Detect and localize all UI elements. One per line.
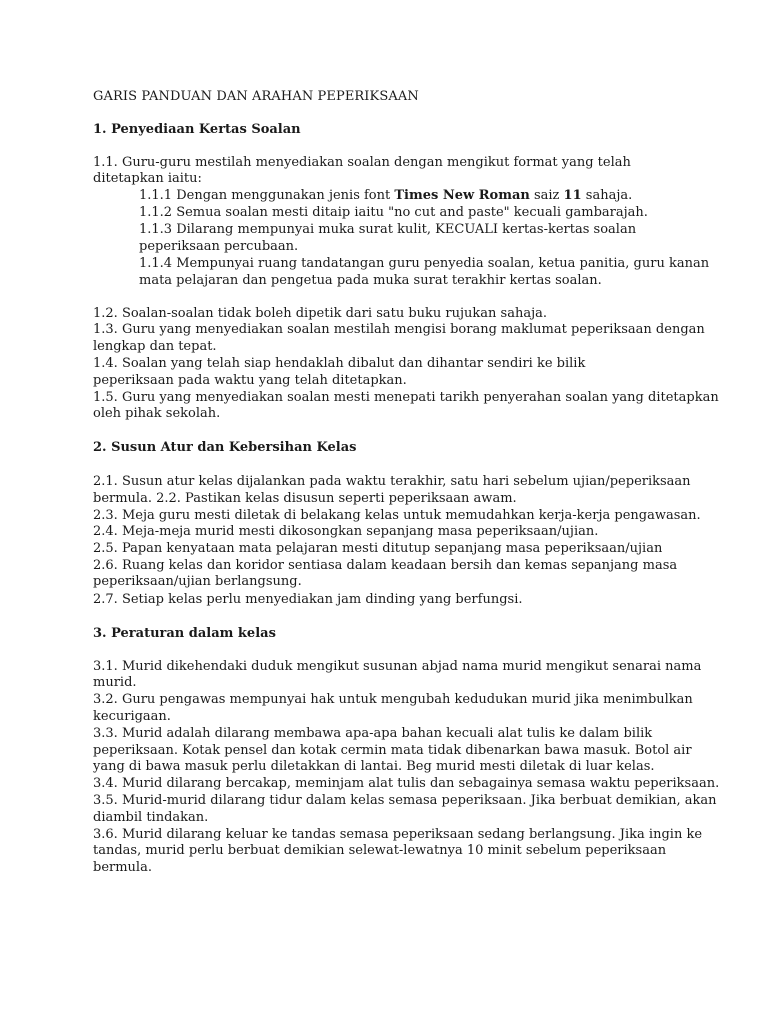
font-size-bold: 11 [563, 188, 582, 203]
paragraph-1-1-3-line-1: 1.1.3 Dilarang mempunyai muka surat kulit, KECUALI kertas-kertas soalan [139, 222, 637, 237]
paragraph-3-6-line-2: tandas, murid perlu berbuat demikian selewat-lewatnya 10 minit sebelum peperiksaan [93, 843, 667, 858]
paragraph-1-1-4-line-2: mata pelajaran dan pengetua pada muka surat terakhir kertas soalan. [139, 273, 602, 288]
paragraph-2-6-line-2: peperiksaan/ujian berlangsung. [93, 574, 302, 589]
paragraph-1-1-3-line-2: peperiksaan percubaan. [139, 239, 299, 254]
paragraph-3-2-line-1: 3.2. Guru pengawas mempunyai hak untuk mengubah kedudukan murid jika menimbulkan [93, 692, 693, 707]
paragraph-2-4: 2.4. Meja-meja murid mesti dikosongkan sepanjang masa peperiksaan/ujian. [93, 524, 599, 539]
paragraph-1-1-2: 1.1.2 Semua soalan mesti ditaip iaitu "no cut and paste" kecuali gambarajah. [139, 205, 648, 220]
section-1-heading: 1. Penyediaan Kertas Soalan [93, 122, 301, 137]
paragraph-3-5-line-1: 3.5. Murid-murid dilarang tidur dalam kelas semasa peperiksaan. Jika berbuat demikian, akan [93, 793, 717, 808]
document-title: GARIS PANDUAN DAN ARAHAN PEPERIKSAAN [93, 89, 419, 104]
paragraph-1-1-4-line-1: 1.1.4 Mempunyai ruang tandatangan guru penyedia soalan, ketua panitia, guru kanan [139, 256, 710, 271]
paragraph-2-6-line-1: 2.6. Ruang kelas dan koridor sentiasa dalam keadaan bersih dan kemas sepanjang masa [93, 558, 678, 573]
paragraph-1-1-1 [139, 188, 632, 205]
paragraph-1-1-1-text-post: sahaja. [581, 188, 633, 203]
paragraph-1-5-line-1: 1.5. Guru yang menyediakan soalan mesti menepati tarikh penyerahan soalan yang ditetapkan [93, 390, 719, 405]
paragraph-1-2: 1.2. Soalan-soalan tidak boleh dipetik dari satu buku rujukan sahaja. [93, 306, 547, 321]
paragraph-1-4-line-1: 1.4. Soalan yang telah siap hendaklah dibalut dan dihantar sendiri ke bilik [93, 356, 586, 371]
paragraph-3-1-line-1: 3.1. Murid dikehendaki duduk mengikut susunan abjad nama murid mengikut senarai nama [93, 659, 702, 674]
section-3-heading: 3. Peraturan dalam kelas [93, 626, 276, 641]
paragraph-1-4-line-2: peperiksaan pada waktu yang telah ditetapkan. [93, 373, 407, 388]
paragraph-1-1-1-text-mid: saiz [529, 188, 564, 203]
paragraph-1-3-line-2: lengkap dan tepat. [93, 339, 217, 354]
paragraph-3-4: 3.4. Murid dilarang bercakap, meminjam alat tulis dan sebagainya semasa waktu peperiksaan. [93, 776, 720, 791]
paragraph-2-1-line-1: 2.1. Susun atur kelas dijalankan pada waktu terakhir, satu hari sebelum ujian/peperiksaan [93, 474, 691, 489]
paragraph-3-1-line-2: murid. [93, 675, 137, 690]
font-name-bold: Times New Roman [394, 188, 530, 203]
paragraph-1-3-line-1: 1.3. Guru yang menyediakan soalan mestilah mengisi borang maklumat peperiksaan dengan [93, 322, 705, 337]
paragraph-2-5: 2.5. Papan kenyataan mata pelajaran mesti ditutup sepanjang masa peperiksaan/ujian [93, 541, 663, 556]
paragraph-3-2-line-2: kecurigaan. [93, 709, 171, 724]
paragraph-1-1-1-text-pre: 1.1.1 Dengan menggunakan jenis font [139, 188, 395, 203]
section-2-heading: 2. Susun Atur dan Kebersihan Kelas [93, 440, 357, 455]
paragraph-2-7: 2.7. Setiap kelas perlu menyediakan jam dinding yang berfungsi. [93, 592, 523, 607]
paragraph-3-3-line-3: yang di bawa masuk perlu diletakkan di lantai. Beg murid mesti diletak di luar kelas. [93, 759, 655, 774]
paragraph-1-1-line-1: 1.1. Guru-guru mestilah menyediakan soalan dengan mengikut format yang telah [93, 155, 631, 170]
paragraph-3-3-line-2: peperiksaan. Kotak pensel dan kotak cermin mata tidak dibenarkan bawa masuk. Botol air [93, 743, 692, 758]
paragraph-3-5-line-2: diambil tindakan. [93, 810, 209, 825]
paragraph-3-6-line-1: 3.6. Murid dilarang keluar ke tandas semasa peperiksaan sedang berlangsung. Jika ingin ke [93, 827, 703, 842]
paragraph-3-6-line-3: bermula. [93, 860, 152, 875]
paragraph-1-5-line-2: oleh pihak sekolah. [93, 406, 221, 421]
paragraph-2-1-line-2: bermula. 2.2. Pastikan kelas disusun seperti peperiksaan awam. [93, 491, 517, 506]
paragraph-2-3: 2.3. Meja guru mesti diletak di belakang kelas untuk memudahkan kerja-kerja pengawasan. [93, 508, 701, 523]
paragraph-1-1-line-2: ditetapkan iaitu: [93, 171, 202, 186]
paragraph-3-3-line-1: 3.3. Murid adalah dilarang membawa apa-apa bahan kecuali alat tulis ke dalam bilik [93, 726, 653, 741]
